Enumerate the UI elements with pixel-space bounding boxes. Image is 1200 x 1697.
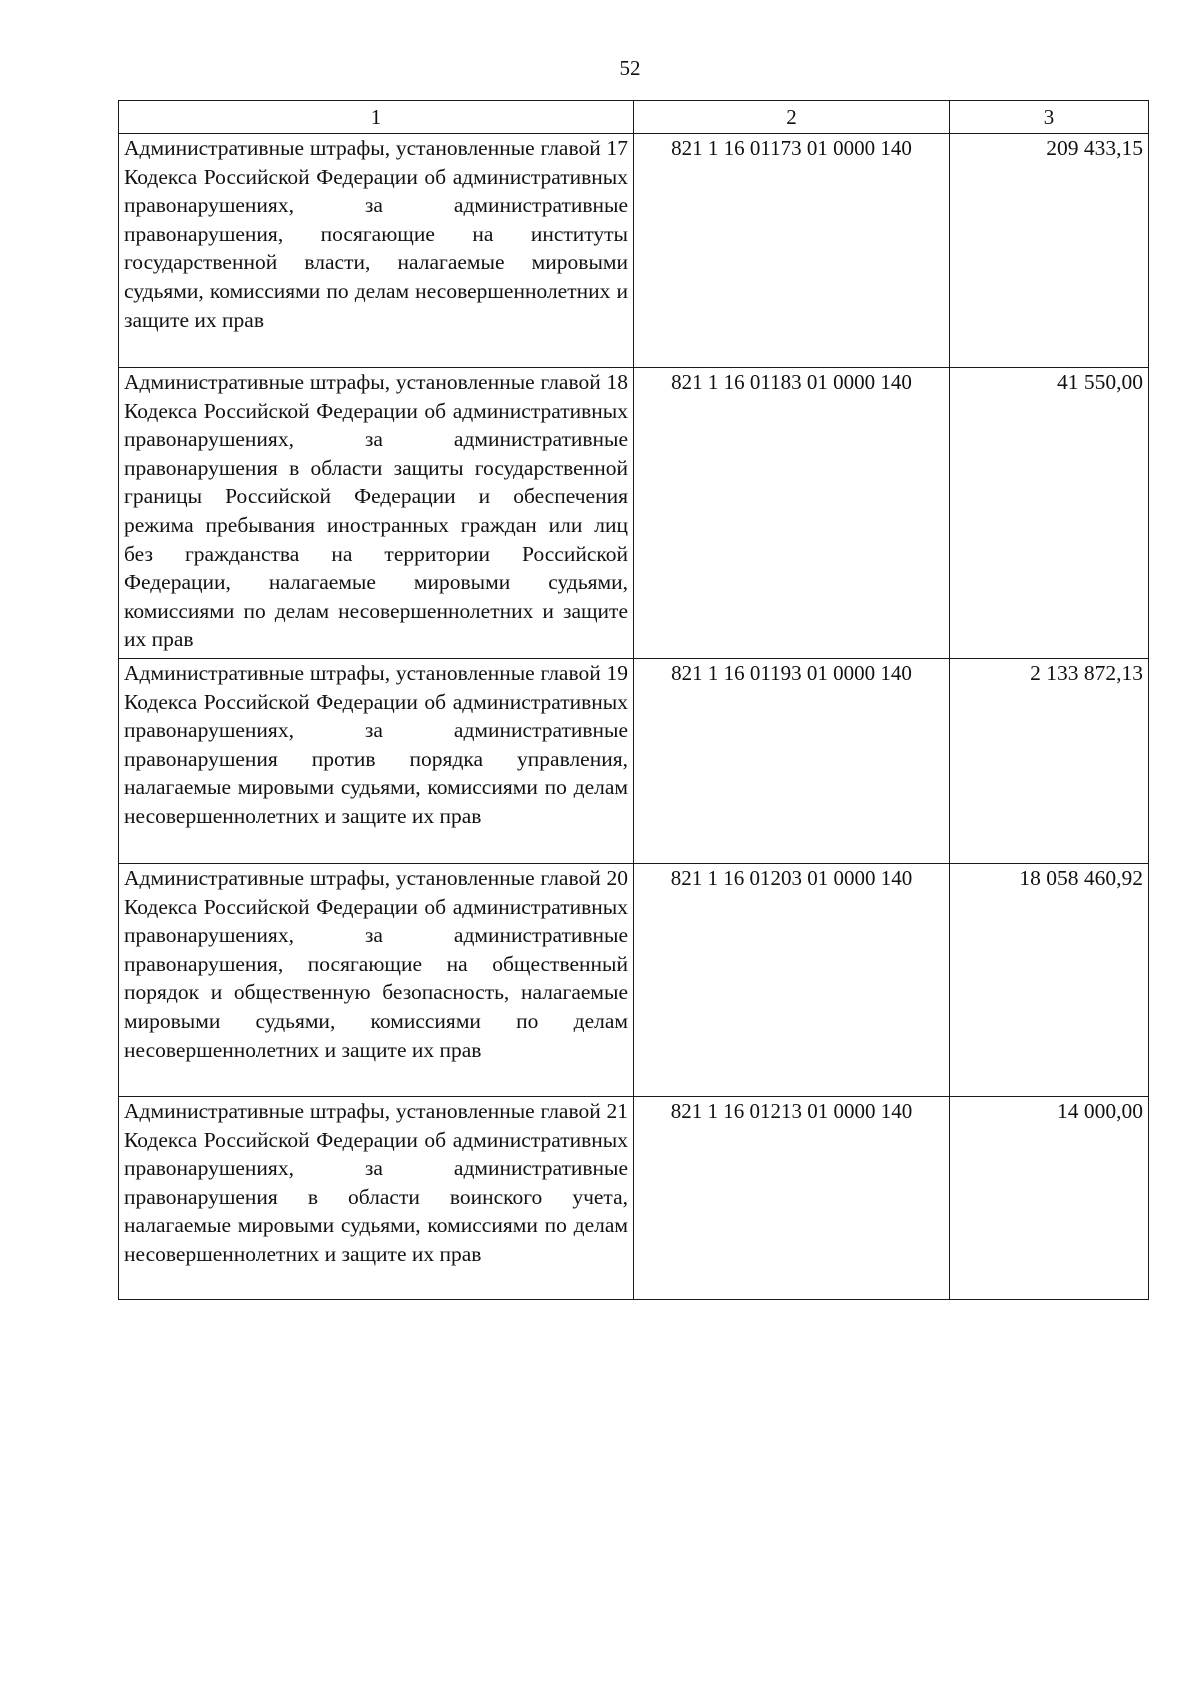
row-budget-code: 821 1 16 01193 01 0000 140	[634, 659, 950, 864]
table-row	[119, 368, 1149, 659]
column-header-3: 3	[950, 101, 1149, 134]
row-description: Административные штрафы, установленные главой 20 Кодекса Российской Федерации об административных правонарушениях, за административные правонарушения, посягающие на общественный порядок и общественную безопасность, налагаемые мировыми судьями, комиссиями по делам несовершеннолетних и защите их прав	[119, 864, 634, 1097]
table-row	[119, 659, 1149, 864]
row-amount: 209 433,15	[950, 134, 1149, 368]
row-budget-code: 821 1 16 01213 01 0000 140	[634, 1097, 950, 1300]
row-budget-code: 821 1 16 01173 01 0000 140	[634, 134, 950, 368]
revenue-table	[118, 100, 1149, 1300]
row-amount: 18 058 460,92	[950, 864, 1149, 1097]
row-budget-code: 821 1 16 01203 01 0000 140	[634, 864, 950, 1097]
row-amount: 41 550,00	[950, 368, 1149, 659]
row-amount: 2 133 872,13	[950, 659, 1149, 864]
row-budget-code: 821 1 16 01183 01 0000 140	[634, 368, 950, 659]
table-header-row	[119, 101, 1149, 134]
column-header-2: 2	[634, 101, 950, 134]
row-description: Административные штрафы, установленные главой 18 Кодекса Российской Федерации об административных правонарушениях, за административные правонарушения в области защиты государственной границы Российской Федерации и обеспечения режима пребывания иностранных граждан или лиц без гражданства на территории Российской Федерации, налагаемые мировыми судьями, комиссиями по делам несовершеннолетних и защите их прав	[119, 368, 634, 659]
table-row	[119, 134, 1149, 368]
table-row	[119, 1097, 1149, 1300]
page-number: 52	[619, 56, 641, 80]
row-amount: 14 000,00	[950, 1097, 1149, 1300]
row-description: Административные штрафы, установленные главой 19 Кодекса Российской Федерации об административных правонарушениях, за административные правонарушения против порядка управления, налагаемые мировыми судьями, комиссиями по делам несовершеннолетних и защите их прав	[119, 659, 634, 864]
row-description: Административные штрафы, установленные главой 21 Кодекса Российской Федерации об административных правонарушениях, за административные правонарушения в области воинского учета, налагаемые мировыми судьями, комиссиями по делам несовершеннолетних и защите их прав	[119, 1097, 634, 1300]
column-header-1: 1	[119, 101, 634, 134]
table-row	[119, 864, 1149, 1097]
row-description: Административные штрафы, установленные главой 17 Кодекса Российской Федерации об административных правонарушениях, за административные правонарушения, посягающие на институты государственной власти, налагаемые мировыми судьями, комиссиями по делам несовершеннолетних и защите их прав	[119, 134, 634, 368]
